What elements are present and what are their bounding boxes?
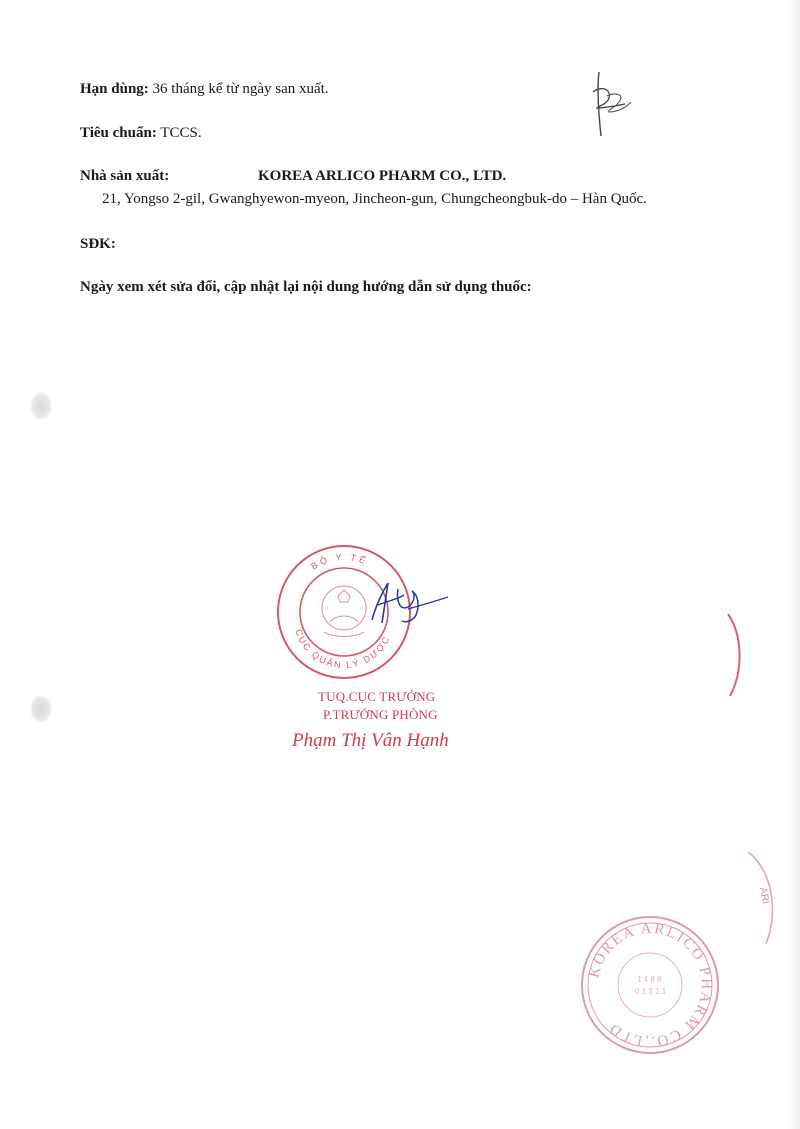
punch-hole-top: [30, 392, 52, 420]
expiry-line: [80, 80, 329, 98]
svg-text:CỤC QUẢN LÝ DƯỢC: CỤC QUẢN LÝ DƯỢC: [293, 627, 393, 671]
signer-title-2: P.TRƯỞNG PHÒNG: [323, 707, 438, 722]
blue-signature: [358, 575, 453, 630]
svg-text:1 4 8 8: 1 4 8 8: [637, 975, 662, 984]
initials-mark: [585, 68, 640, 140]
edge-seal-fragment: [718, 610, 748, 700]
svg-text:0 1 3 1 1: 0 1 3 1 1: [635, 987, 667, 996]
signer-title-1: TUQ.CỤC TRƯỞNG: [318, 689, 436, 704]
manufacturer-address: 21, Yongso 2-gil, Gwanghyewon-myeon, Jincheon-gun, Chungcheongbuk-do – Hàn Quốc.: [102, 191, 647, 207]
expiry-value: 36 tháng kể từ ngày san xuất.: [152, 81, 329, 97]
review-date-label: Ngày xem xét sửa đổi, cập nhật lại nội dung hướng dẫn sử dụng thuốc:: [80, 279, 532, 295]
svg-text:ARI: ARI: [757, 886, 771, 905]
standard-value: TCCS.: [160, 125, 202, 141]
expiry-label: Hạn dùng:: [80, 81, 149, 97]
company-seal-text: KOREA ARLICO PHARM CO.,LTD: [586, 920, 715, 1050]
signer-name: Phạm Thị Vân Hạnh: [292, 730, 449, 751]
review-date-line: [80, 278, 532, 296]
punch-hole-bottom: [30, 695, 52, 723]
manufacturer-line: [80, 167, 700, 185]
svg-text:KOREA ARLICO PHARM CO.,LTD: [586, 921, 714, 1049]
standard-line: [80, 124, 202, 142]
company-seal: [575, 910, 725, 1060]
registration-line: [80, 235, 116, 253]
edge-seal-fragment-lower: [740, 848, 790, 948]
manufacturer-label: Nhà sản xuất:: [80, 168, 170, 184]
svg-text:BỘ Y TẾ: BỘ Y TẾ: [309, 551, 370, 572]
page-edge-shadow: [786, 0, 800, 1129]
standard-label: Tiêu chuẩn:: [80, 125, 157, 141]
registration-label: SĐK:: [80, 236, 116, 252]
manufacturer-name: KOREA ARLICO PHARM CO., LTD.: [258, 168, 507, 184]
